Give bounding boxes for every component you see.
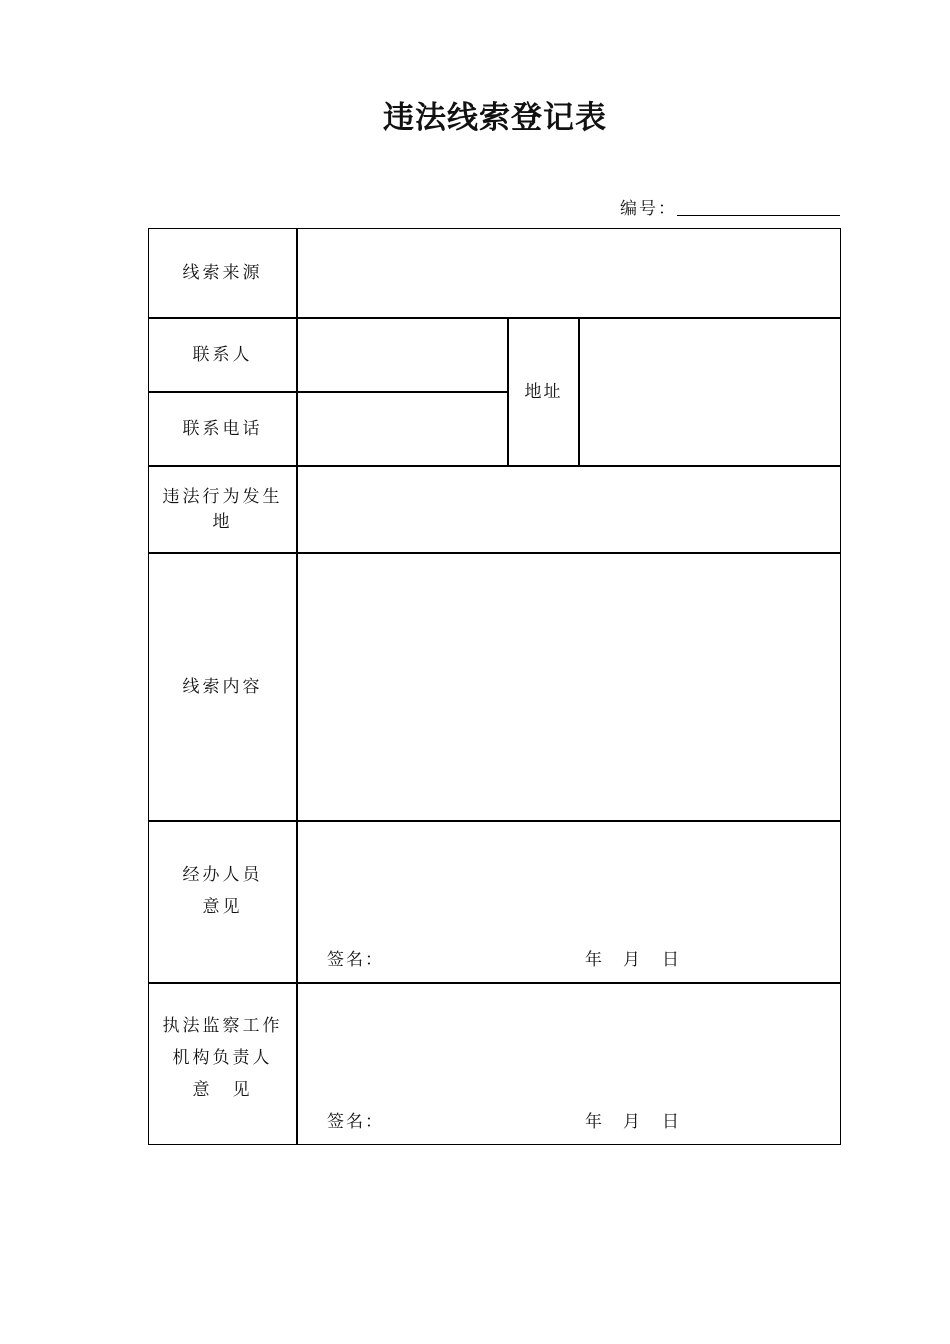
content-input-cell[interactable] bbox=[298, 554, 840, 820]
handler-opinion-label bbox=[149, 822, 296, 982]
serial-number-label: 编号： bbox=[620, 199, 677, 219]
phone-label: 联系电话 bbox=[182, 419, 263, 439]
head-label-line3: 意 见 bbox=[192, 1080, 253, 1100]
location-label bbox=[149, 467, 296, 552]
handler-signature-label: 签名： bbox=[327, 950, 384, 970]
location-label-line1: 违法行为发生 bbox=[162, 486, 283, 507]
address-label: 地址 bbox=[524, 382, 563, 402]
head-date-year: 年 bbox=[585, 1112, 604, 1132]
source-label: 线索来源 bbox=[182, 263, 263, 283]
location-label-line2: 地 bbox=[212, 511, 233, 532]
handler-date-month: 月 bbox=[623, 950, 642, 970]
head-date-day: 日 bbox=[662, 1112, 681, 1132]
contact-label: 联系人 bbox=[192, 345, 253, 365]
registration-form-table bbox=[148, 228, 841, 1145]
location-input-cell[interactable] bbox=[298, 467, 840, 552]
serial-number-underline bbox=[677, 215, 840, 216]
head-date-month: 月 bbox=[623, 1112, 642, 1132]
handler-label-line2: 意见 bbox=[202, 897, 243, 917]
handler-label-line1: 经办人员 bbox=[182, 865, 263, 885]
handler-date-day: 日 bbox=[662, 950, 681, 970]
address-input-cell[interactable] bbox=[580, 319, 840, 465]
head-opinion-label bbox=[149, 984, 296, 1144]
handler-date-year: 年 bbox=[585, 950, 604, 970]
phone-input-cell[interactable] bbox=[298, 393, 507, 465]
contact-input-cell[interactable] bbox=[298, 319, 507, 391]
content-label: 线索内容 bbox=[182, 677, 263, 697]
source-input-cell[interactable] bbox=[298, 229, 840, 317]
head-label-line2: 机构负责人 bbox=[172, 1048, 273, 1068]
head-signature-label: 签名： bbox=[327, 1112, 384, 1132]
head-label-line1: 执法监察工作 bbox=[162, 1016, 283, 1036]
serial-number-field[interactable] bbox=[600, 192, 842, 218]
page-title: 违法线索登记表 bbox=[383, 100, 607, 136]
